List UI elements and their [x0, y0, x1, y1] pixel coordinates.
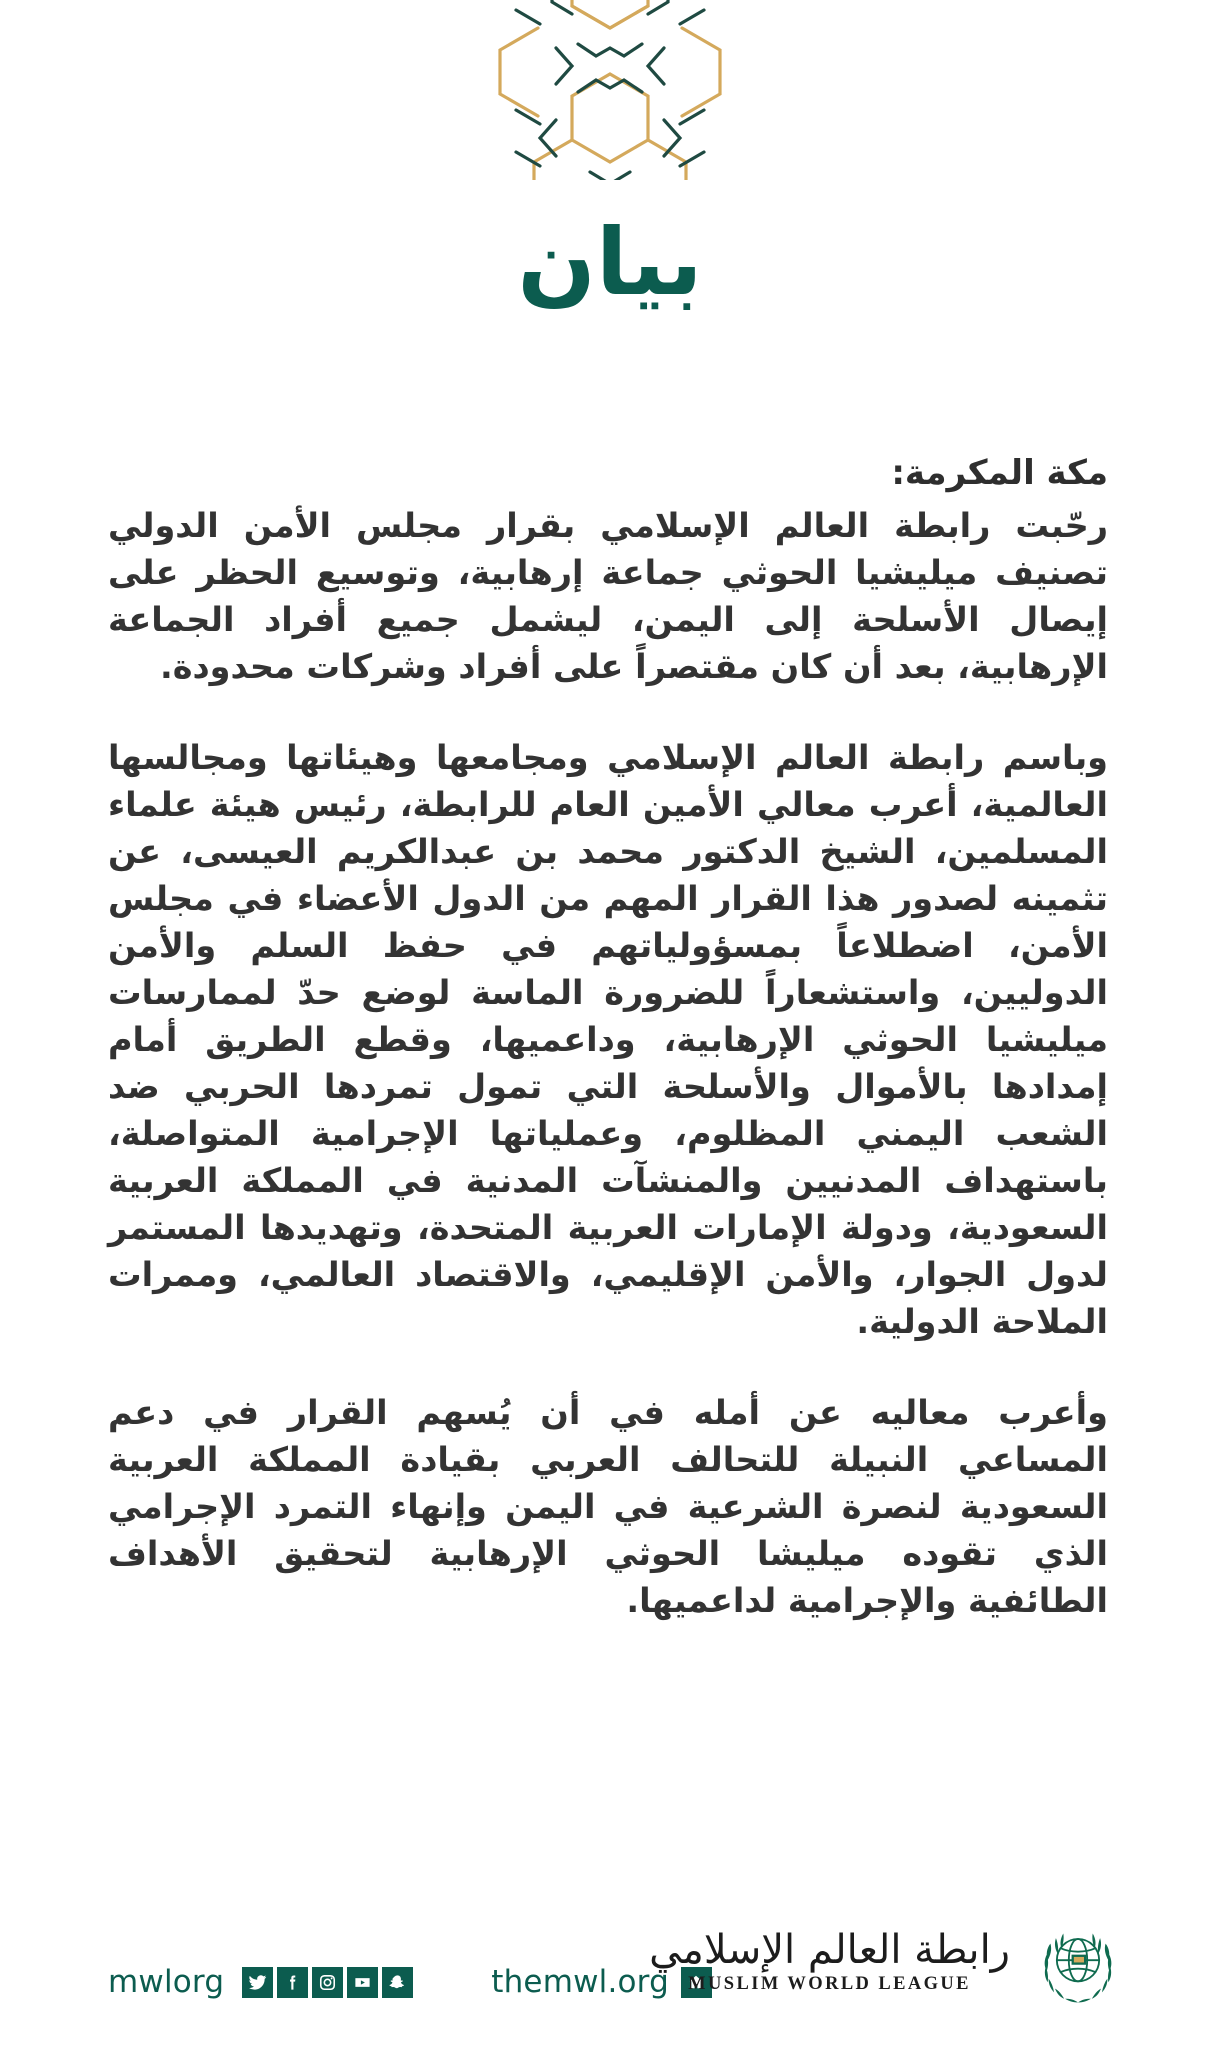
- youtube-icon[interactable]: [347, 1967, 378, 1998]
- page-title: بيان: [517, 209, 703, 316]
- website-label: themwl.org: [491, 1964, 669, 2000]
- mwl-logo: [649, 1916, 1124, 2008]
- instagram-icon[interactable]: [312, 1967, 343, 1998]
- statement-body: [108, 448, 1108, 1624]
- twitter-icon[interactable]: [242, 1967, 273, 1998]
- snapchat-icon[interactable]: [382, 1967, 413, 1998]
- mwl-arabic-name: رابطة العالم الإسلامي: [649, 1926, 1010, 1973]
- social-icon-row: [242, 1967, 413, 1998]
- islamic-geometric-hexagon-pattern: [460, 0, 760, 180]
- header-ornament: [0, 0, 1220, 180]
- globe-wreath-emblem: [1032, 1916, 1124, 2008]
- mwl-english-name: MUSLIM WORLD LEAGUE: [688, 1973, 971, 1994]
- facebook-icon[interactable]: [277, 1967, 308, 1998]
- footer-social-group: [108, 1964, 712, 2000]
- city-heading: مكة المكرمة:: [891, 453, 1108, 493]
- paragraph-3: وأعرب معاليه عن أمله في أن يُسهم القرار في دعم المساعي النبيلة للتحالف العربي بقيادة المملكة العربية السعودية لنصرة الشرعية في اليمن وإنهاء التمرد الإجرامي الذي تقوده ميليشا الحوثي الإرهابية لتحقيق الأهداف الطائفية والإجرامية لداعميها.: [108, 1393, 1108, 1620]
- mwl-wordmark: [649, 1926, 1010, 1995]
- social-handle: mwlorg: [108, 1964, 225, 2000]
- paragraph-2: وباسم رابطة العالم الإسلامي ومجامعها وهيئاتها ومجالسها العالمية، أعرب معالي الأمين العام للرابطة، رئيس هيئة علماء المسلمين، الشيخ الدكتور محمد بن عبدالكريم العيسى، عن تثمينه لصدور هذا القرار المهم من الدول الأعضاء في مجلس الأمن، اضطلاعاً بمسؤولياتهم في حفظ السلم والأمن الدوليين، واستشعاراً للضرورة الماسة لوضع حدّ لممارسات ميليشيا الحوثي الإرهابية، وداعميها، وقطع الطريق أمام إمدادها بالأموال والأسلحة التي تمول تمردها الحربي ضد الشعب اليمني المظلوم، وعملياتها الإجرامية المتواصلة، باستهداف المدنيين والمنشآت المدنية في المملكة العربية السعودية، ودولة الإمارات العربية المتحدة، وتهديدها المستمر لدول الجوار، والأمن الإقليمي، والاقتصاد العالمي، وممرات الملاحة الدولية.: [108, 738, 1108, 1341]
- footer: [0, 1898, 1220, 2048]
- paragraph-1: رحّبت رابطة العالم الإسلامي بقرار مجلس الأمن الدولي تصنيف ميليشيا الحوثي جماعة إرهابية، وتوسيع الحظر على إيصال الأسلحة إلى اليمن، ليشمل جميع أفراد الجماعة الإرهابية، بعد أن كان مقتصراً على أفراد وشركات محدودة.: [108, 506, 1108, 686]
